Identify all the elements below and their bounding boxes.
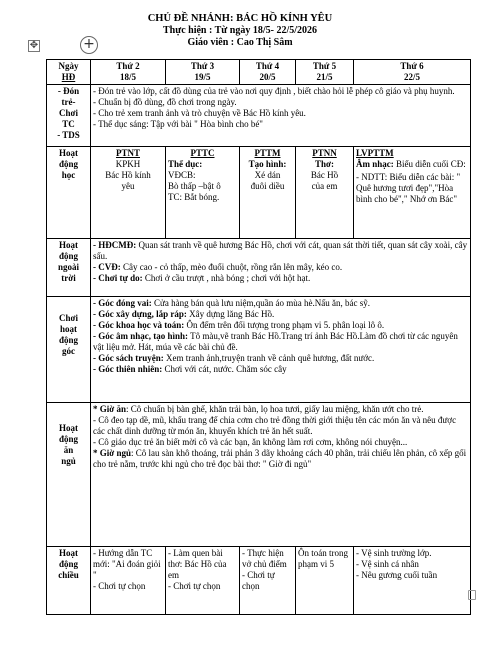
row-label: Hoạt xyxy=(59,240,78,250)
content-line: - Chơi tự chọn xyxy=(168,581,221,591)
row-label: Chơi xyxy=(59,313,78,323)
learning-wed-cell xyxy=(240,147,296,239)
row-label: hoạt xyxy=(59,324,77,334)
content-line xyxy=(93,437,468,448)
row-label: - Đón xyxy=(57,86,80,96)
content-line: - Vệ sinh trường lớp. xyxy=(356,548,432,558)
row-label: Hoạt xyxy=(59,548,78,558)
subject-sub-rest: Biểu diễn cuối CĐ: xyxy=(393,159,466,169)
add-column-button[interactable]: + xyxy=(80,36,98,54)
subject-sub: Thể dục: xyxy=(168,159,203,169)
subject-head: PTNT xyxy=(115,148,140,158)
teacher-line: Giáo viên : Cao Thị Sâm xyxy=(187,37,293,48)
afternoon-label-cell xyxy=(47,547,91,615)
outdoor-row xyxy=(47,239,471,297)
subject-sub: Tạo hình: xyxy=(248,159,287,169)
welcome-content-cell xyxy=(91,85,471,147)
meals-row xyxy=(47,403,471,547)
day-name: Thứ 2 xyxy=(116,61,140,71)
item-lead: * Giờ ăn xyxy=(93,404,126,414)
item-lead: * Giờ ngủ xyxy=(93,448,131,458)
day-header-wed xyxy=(240,60,296,85)
subject-sub: Thơ: xyxy=(315,159,334,169)
row-label: Hoạt xyxy=(59,148,78,158)
item-text: - Cô đeo tạp dề, mũ, khẩu trang để chia cơm cho trẻ đồng thời giới thiệu tên các món ăn và nêu được các chất dinh dưỡng từ món ăn, khuyến khích trẻ ăn hết suất. xyxy=(93,415,457,436)
content-line: - Chơi tự chọn xyxy=(242,570,275,591)
row-label: động xyxy=(58,159,78,169)
learning-label-cell xyxy=(47,147,91,239)
row-label: động xyxy=(58,335,78,345)
row-label: ngoài xyxy=(57,262,79,272)
page-edge-marker xyxy=(468,590,476,600)
row-label: chiều xyxy=(58,570,79,580)
content-line xyxy=(93,309,468,320)
learning-row xyxy=(47,147,471,239)
content-line: - Chuẩn bị đồ dùng, đồ chơi trong ngày. xyxy=(93,97,237,107)
item-text: - Cô giáo dục trẻ ăn biết mời cô và các bạn, ăn không làm rơi cơm, không nói chuyện... xyxy=(93,437,408,447)
learning-thu-cell xyxy=(296,147,354,239)
content-line: TC: Bắt bóng. xyxy=(168,192,220,202)
row-label: Chơi xyxy=(59,108,78,118)
content-line xyxy=(93,331,468,353)
content-line: yêu xyxy=(121,181,135,191)
content-line: - Cho trẻ xem tranh ảnh và trò chuyện về Bác Hồ kính yêu. xyxy=(93,108,306,118)
welcome-label-cell xyxy=(47,85,91,147)
row-label: - TDS xyxy=(57,130,80,140)
content-line: Bò thấp –bật ô xyxy=(168,181,221,191)
afternoon-wed-cell xyxy=(240,547,296,615)
content-line: - Chơi tự chọn xyxy=(93,581,146,591)
subject-head: PTNN xyxy=(312,148,337,158)
content-line xyxy=(93,448,468,470)
row-label: trời xyxy=(61,273,76,283)
day-date: 18/5 xyxy=(119,72,136,82)
content-line: - NDTT: Biểu diễn các bài: " Quê hương tươi đẹp","Hòa bình cho bé"," Nhớ ơn Bác" xyxy=(356,172,461,204)
learning-tue-cell xyxy=(166,147,240,239)
item-lead: - Góc khoa học và toán: xyxy=(93,320,185,330)
schedule-table-wrapper xyxy=(46,59,470,615)
row-label: trẻ- xyxy=(61,97,76,107)
content-line xyxy=(93,262,468,273)
day-date: 19/5 xyxy=(194,72,211,82)
row-label: TC xyxy=(62,119,75,129)
content-line xyxy=(93,404,468,415)
day-header-fri xyxy=(354,60,471,85)
learning-mon-cell xyxy=(91,147,166,239)
item-text: Xem tranh ảnh,truyện tranh về cảnh quê hương, đất nước. xyxy=(163,353,375,363)
page-title: CHỦ ĐỀ NHÁNH: BÁC HỒ KÍNH YÊU xyxy=(147,13,333,24)
day-header-thu xyxy=(296,60,354,85)
row-label: ăn xyxy=(63,445,74,455)
corners-content-cell xyxy=(91,297,471,403)
day-date: 20/5 xyxy=(259,72,276,82)
subject-head: PTTM xyxy=(254,148,281,158)
content-line: - Thực hiện vở chủ điểm xyxy=(242,548,287,569)
row-label: Hoạt xyxy=(59,423,78,433)
content-line: - Thể dục sáng: Tập với bài " Hòa bình cho bé" xyxy=(93,119,263,129)
day-name: Thứ 3 xyxy=(190,61,215,71)
day-date: 22/5 xyxy=(403,72,420,82)
content-line xyxy=(93,240,468,262)
corners-label-cell xyxy=(47,297,91,403)
corners-row xyxy=(47,297,471,403)
item-lead: - Góc đóng vai: xyxy=(93,298,152,308)
item-text: Chơi với cát, nước. Chăm sóc cây xyxy=(162,364,287,374)
row-label: học xyxy=(61,170,76,180)
content-line xyxy=(93,415,468,437)
day-header-mon xyxy=(91,60,166,85)
content-line: - Làm quen bài thơ: Bác Hồ của em xyxy=(168,548,227,580)
content-line: VĐCB: xyxy=(168,170,196,180)
content-line xyxy=(93,353,468,364)
subject-sub: Âm nhạc: xyxy=(356,159,394,169)
item-lead: - Góc âm nhạc, tạo hình: xyxy=(93,331,189,341)
content-line: của em xyxy=(311,181,338,191)
day-name: Thứ 6 xyxy=(400,61,424,71)
content-line: Xé dán xyxy=(254,170,281,180)
item-text: Chơi ở cầu trượt , nhà bóng ; chơi với hột hạt. xyxy=(142,273,311,283)
subject-head: PTTC xyxy=(190,148,215,158)
afternoon-tue-cell xyxy=(166,547,240,615)
item-lead: - Góc xây dựng, lắp ráp: xyxy=(93,309,187,319)
item-text: Tô màu,vẽ tranh Bác Hồ.Trang trí ảnh Bác Hồ.Làm đồ chơi từ các nguyên vật liệu mở. Hát, múa về các bài chủ đề. xyxy=(93,331,458,352)
content-line: KPKH xyxy=(115,159,141,169)
row-label: ngủ xyxy=(61,456,76,466)
afternoon-mon-cell xyxy=(91,547,166,615)
table-header-row xyxy=(47,60,471,85)
item-text: Ôn đếm trên đối tượng trong phạm vi 5. phân loại lô ô. xyxy=(184,320,385,330)
outdoor-label-cell xyxy=(47,239,91,297)
learning-fri-cell xyxy=(354,147,471,239)
row-label: động xyxy=(58,434,78,444)
content-line: - Nêu gương cuối tuần xyxy=(356,570,438,580)
item-lead: - HĐCMĐ: xyxy=(93,240,137,250)
subject-head: LVPTTM xyxy=(356,148,394,158)
day-name: Thứ 5 xyxy=(312,61,337,71)
welcome-row xyxy=(47,85,471,147)
content-line: Bác Hồ xyxy=(310,170,339,180)
item-text: : Cô chuẩn bị bàn ghế, khăn trải bàn, lọ hoa tươi, giấy lau miệng, khăn ướt cho trẻ. xyxy=(126,404,424,414)
content-line: - Đón trẻ vào lớp, cất đồ dùng của trẻ vào nơi quy định , biết chào hỏi lễ phép cô giáo và phụ huynh. xyxy=(93,86,455,96)
day-date: 21/5 xyxy=(316,72,333,82)
item-text: : Cô lau sàn khô thoáng, trải phản 3 dãy khoảng cách 40 phân, trải chiếu lên phản, cô xếp gối cho trẻ nằm, trước khi ngủ cho trẻ đọc bài thơ: " Giờ đi ngủ" xyxy=(93,448,467,469)
corner-activity-label: HĐ xyxy=(61,72,76,82)
content-line xyxy=(93,273,468,284)
schedule-table xyxy=(46,59,471,615)
corner-cell xyxy=(47,60,91,85)
content-line: đuôi diều xyxy=(250,181,285,191)
period-line: Thực hiện : Từ ngày 18/5- 22/5/2026 xyxy=(162,25,318,36)
afternoon-fri-cell xyxy=(354,547,471,615)
item-text: Cây cao - cỏ thấp, mèo đuổi chuột, rồng rắn lên mây, kéo co. xyxy=(120,262,343,272)
content-line: - Vệ sinh cá nhân xyxy=(356,559,419,569)
item-lead: - Góc sách truyện: xyxy=(93,353,164,363)
content-line xyxy=(93,364,468,375)
row-label: động xyxy=(58,251,78,261)
item-text: Quan sát tranh về quê hương Bác Hồ, chơi với cát, quan sát thời tiết, quan sát cây xoài, cây sấu. xyxy=(93,240,468,261)
afternoon-row xyxy=(47,547,471,615)
content-line xyxy=(93,320,468,331)
item-text: Cửa hàng bán quà lưu niệm,quần áo mùa hè.Nấu ăn, bác sỹ. xyxy=(151,298,370,308)
item-lead: - CVĐ: xyxy=(93,262,121,272)
item-lead: - Góc thiên nhiên: xyxy=(93,364,163,374)
afternoon-thu-cell xyxy=(296,547,354,615)
item-lead: - Chơi tự do: xyxy=(93,273,143,283)
row-label: góc xyxy=(62,346,75,356)
day-name: Thứ 4 xyxy=(255,61,280,71)
content-line: Bác Hồ kính xyxy=(105,170,151,180)
table-move-handle-icon[interactable]: ✥ xyxy=(29,40,39,51)
content-line xyxy=(93,298,468,309)
day-header-tue xyxy=(166,60,240,85)
item-text: Xây dựng lăng Bác Hồ. xyxy=(186,309,275,319)
row-label: động xyxy=(58,559,78,569)
content-line: Ôn toán trong phạm vi 5 xyxy=(298,548,348,569)
meals-content-cell xyxy=(91,403,471,547)
content-line: - Hướng dẫn TC mới: "Ai đoán giỏi " xyxy=(93,548,161,580)
meals-label-cell xyxy=(47,403,91,547)
outdoor-content-cell xyxy=(91,239,471,297)
corner-day-label: Ngày xyxy=(58,61,79,71)
